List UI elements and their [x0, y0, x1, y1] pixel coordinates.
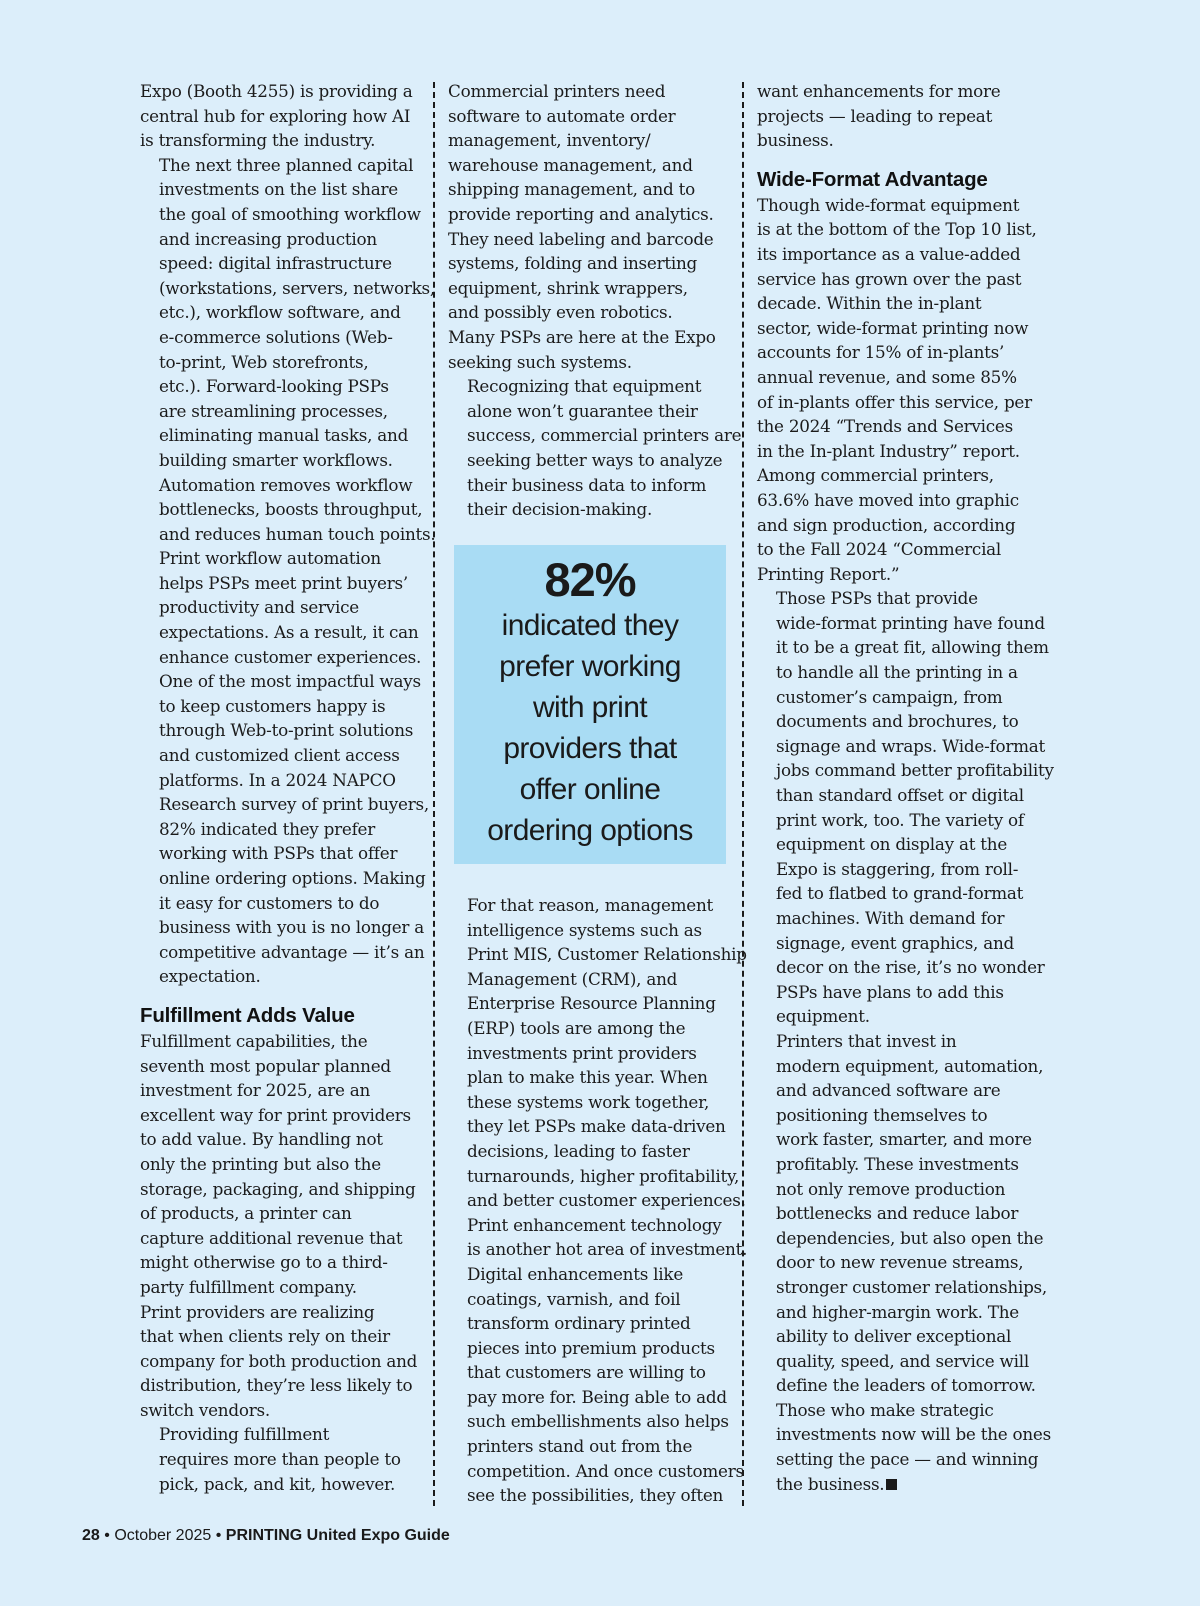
text-line: projects — leading to repeat: [757, 105, 993, 126]
text-line: pay more for. Being able to add: [467, 1386, 727, 1407]
paragraph: [140, 546, 429, 989]
text-line: Recognizing that equipment: [467, 376, 702, 397]
text-line: (ERP) tools are among the: [467, 1017, 686, 1038]
text-line: to keep customers happy is: [159, 695, 386, 716]
text-line: investments print providers: [467, 1042, 697, 1063]
text-line: bottlenecks, boosts throughput,: [159, 499, 423, 520]
text-line: providers that: [503, 732, 677, 765]
text-line: turnarounds, higher profitability,: [467, 1165, 740, 1186]
text-line: quality, speed, and service will: [776, 1350, 1030, 1371]
text-line: documents and brochures, to: [776, 711, 1019, 732]
pull-quote-callout: [454, 545, 726, 864]
text-line: expectations. As a result, it can: [159, 622, 419, 643]
text-line: it easy for customers to do: [159, 892, 380, 913]
text-line: seventh most popular planned: [140, 1055, 391, 1076]
text-line: For that reason, management: [467, 895, 714, 915]
text-line: is transforming the industry.: [140, 130, 376, 151]
paragraph: [757, 586, 1054, 1029]
text-line: pick, pack, and kit, however.: [159, 1473, 396, 1494]
text-line: pieces into premium products: [467, 1337, 715, 1358]
text-line: equipment.: [776, 1006, 870, 1027]
text-line: Printers that invest in: [776, 1030, 957, 1051]
text-line: bottlenecks and reduce labor: [776, 1203, 1019, 1224]
text-line: investment for 2025, are an: [140, 1080, 371, 1101]
text-line: equipment, shrink wrappers,: [448, 277, 688, 298]
paragraph: [140, 79, 426, 153]
text-line: management, inventory/: [448, 130, 651, 151]
text-line: and customized client access: [159, 745, 400, 766]
text-line: and advanced software are: [776, 1080, 1001, 1101]
text-line: distribution, they’re less likely to: [140, 1375, 413, 1396]
text-line: it to be a great fit, allowing them: [776, 637, 1049, 658]
text-line: customer’s campaign, from: [776, 686, 1003, 707]
text-line: speed: digital infrastructure: [159, 253, 392, 274]
text-line: Commercial printers need: [448, 81, 666, 101]
text-line: service has grown over the past: [757, 268, 1022, 289]
paragraph: [448, 893, 747, 1213]
paragraph: [448, 79, 735, 374]
paragraph: [757, 193, 1044, 587]
text-line: requires more than people to: [159, 1449, 401, 1470]
text-line: see the possibilities, they often: [467, 1485, 724, 1506]
text-line: work faster, smarter, and more: [776, 1129, 1032, 1150]
text-line: Digital enhancements like: [467, 1263, 683, 1284]
text-line: offer online: [519, 773, 661, 806]
text-line: not only remove production: [776, 1178, 1006, 1199]
text-line: 82% indicated they prefer: [159, 818, 375, 839]
text-line: and possibly even robotics.: [448, 302, 673, 323]
text-line: They need labeling and barcode: [448, 228, 714, 249]
text-line: plan to make this year. When: [467, 1067, 708, 1088]
text-line: of in-plants offer this service, per: [757, 391, 1032, 412]
text-line: Automation removes workflow: [159, 474, 413, 495]
text-line: fed to flatbed to grand-format: [776, 883, 1024, 904]
text-line: platforms. In a 2024 NAPCO: [159, 769, 396, 790]
text-line: to the Fall 2024 “Commercial: [757, 539, 1002, 560]
text-line: One of the most impactful ways: [159, 671, 421, 692]
text-line: Printing Report.”: [757, 563, 900, 584]
text-line: intelligence systems such as: [467, 919, 702, 940]
text-line: PSPs have plans to add this: [776, 981, 1004, 1002]
article-column-2-lower: [448, 893, 748, 1508]
text-line: investments now will be the ones: [776, 1424, 1051, 1445]
text-line: these systems work together,: [467, 1091, 710, 1112]
text-line: The next three planned capital: [159, 154, 414, 175]
text-line: Among commercial printers,: [757, 465, 994, 486]
text-line: business.: [757, 130, 834, 151]
text-line: stronger customer relationships,: [776, 1276, 1048, 1297]
text-line: machines. With demand for: [776, 908, 1005, 928]
publication-title: PRINTING United Expo Guide: [225, 1527, 450, 1544]
text-line: Expo (Booth 4255) is providing a: [140, 81, 413, 101]
paragraph: [757, 79, 1044, 153]
text-line: the goal of smoothing workflow: [159, 203, 421, 224]
text-line: party fulfillment company.: [140, 1276, 357, 1297]
text-line: e-commerce solutions (Web-: [159, 326, 393, 347]
text-line: competition. And once customers: [467, 1460, 744, 1481]
text-line: success, commercial printers are: [467, 425, 742, 446]
text-line: the business.: [757, 1472, 1044, 1497]
text-line: eliminating manual tasks, and: [159, 425, 409, 446]
section-heading-wide-format: Wide-Format Advantage: [757, 167, 988, 191]
text-line: they let PSPs make data-driven: [467, 1116, 726, 1137]
text-line: decade. Within the in-plant: [757, 293, 982, 314]
text-line: 63.6% have moved into graphic: [757, 489, 1019, 510]
text-line: equipment on display at the: [776, 834, 1008, 855]
text-line: capture additional revenue that: [140, 1227, 403, 1248]
text-line: sector, wide-format printing now: [757, 317, 1029, 338]
text-line: define the leaders of tomorrow.: [776, 1375, 1036, 1396]
text-line: through Web-to-print solutions: [159, 720, 414, 741]
text-line: business with you is no longer a: [159, 917, 425, 938]
paragraph: [757, 1029, 1051, 1496]
text-line: Those who make strategic: [776, 1399, 994, 1420]
text-line: etc.). Forward-looking PSPs: [159, 376, 389, 397]
text-line: and sign production, according: [757, 514, 1016, 535]
text-line: want enhancements for more: [757, 81, 1001, 101]
text-line: productivity and service: [159, 597, 359, 618]
text-line: etc.), workflow software, and: [159, 302, 401, 323]
section-heading-fulfillment: Fulfillment Adds Value: [140, 1003, 355, 1027]
text-line: excellent way for print providers: [140, 1104, 411, 1125]
text-line: printers stand out from the: [467, 1436, 693, 1457]
text-line: transform ordinary printed: [467, 1313, 691, 1334]
text-line: indicated they: [501, 609, 679, 642]
text-line: Providing fulfillment: [159, 1424, 330, 1445]
text-line: to handle all the printing in a: [776, 662, 1018, 683]
article-column-3: [757, 79, 1054, 1496]
text-line: seeking such systems.: [448, 351, 632, 372]
text-line: decor on the rise, it’s no wonder: [776, 957, 1045, 978]
text-line: and higher-margin work. The: [776, 1301, 1019, 1322]
footer-separator: •: [215, 1527, 222, 1544]
text-line: might otherwise go to a third-: [140, 1252, 388, 1273]
text-line: Print MIS, Customer Relationship: [467, 944, 747, 965]
text-line: and increasing production: [159, 228, 377, 249]
text-line: alone won’t guarantee their: [467, 400, 698, 421]
text-line: that customers are willing to: [467, 1362, 706, 1383]
article-column-2: [448, 79, 742, 522]
text-line: their business data to inform: [467, 474, 707, 495]
text-line: and better customer experiences.: [467, 1190, 746, 1211]
text-line: positioning themselves to: [776, 1104, 988, 1125]
text-line: such embellishments also helps: [467, 1411, 729, 1432]
text-line: setting the pace — and winning: [776, 1449, 1039, 1470]
column-divider: [742, 82, 744, 1506]
text-line: their decision-making.: [467, 499, 653, 520]
text-line: ability to deliver exceptional: [776, 1326, 1012, 1347]
text-line: shipping management, and to: [448, 179, 695, 200]
text-line: competitive advantage — it’s an: [159, 941, 425, 962]
text-line: building smarter workflows.: [159, 449, 393, 470]
text-line: software to automate order: [448, 105, 676, 126]
text-line: modern equipment, automation,: [776, 1055, 1044, 1076]
text-line: systems, folding and inserting: [448, 253, 698, 274]
text-line: central hub for exploring how AI: [140, 105, 411, 126]
text-line: to-print, Web storefronts,: [159, 351, 369, 372]
text-line: expectation.: [159, 966, 261, 987]
text-line: in the In-plant Industry” report.: [757, 440, 1020, 461]
text-line: Print enhancement technology: [467, 1214, 722, 1235]
text-line: helps PSPs meet print buyers’: [159, 572, 408, 593]
text-line: warehouse management, and: [448, 154, 693, 175]
text-line: working with PSPs that offer: [159, 843, 398, 864]
paragraph: [140, 1029, 426, 1423]
text-line: Many PSPs are here at the Expo: [448, 326, 716, 347]
text-line: jobs command better profitability: [776, 760, 1054, 781]
text-line: profitably. These investments: [776, 1153, 1019, 1174]
text-line: Print providers are realizing: [140, 1301, 375, 1322]
text-line: prefer working: [499, 650, 681, 683]
paragraph: [448, 374, 742, 522]
text-line: of products, a printer can: [140, 1203, 352, 1224]
text-line: Expo is staggering, from roll-: [776, 858, 1019, 879]
text-line: Research survey of print buyers,: [159, 794, 429, 815]
text-line: switch vendors.: [140, 1399, 270, 1420]
text-line: only the printing but also the: [140, 1153, 381, 1174]
issue-date: October 2025: [114, 1527, 212, 1544]
paragraph: [448, 1213, 748, 1508]
text-line: Fulfillment capabilities, the: [140, 1030, 368, 1051]
text-line: company for both production and: [140, 1350, 418, 1371]
paragraph: [140, 153, 436, 547]
text-line: Those PSPs that provide: [776, 588, 978, 609]
text-line: coatings, varnish, and foil: [467, 1288, 681, 1309]
text-line: Management (CRM), and: [467, 968, 678, 989]
text-line: provide reporting and analytics.: [448, 203, 714, 224]
text-line: than standard offset or digital: [776, 785, 1024, 806]
text-line: wide-format printing have found: [776, 612, 1045, 633]
callout-stat: 82%: [544, 553, 636, 606]
text-line: door to new revenue streams,: [776, 1252, 1024, 1273]
text-line: online ordering options. Making: [159, 868, 426, 888]
column-divider: [433, 82, 435, 1506]
page-number: 28: [82, 1527, 100, 1544]
text-line: accounts for 15% of in-plants’: [757, 342, 1005, 363]
paragraph: [140, 1422, 426, 1496]
text-line: that when clients rely on their: [140, 1326, 390, 1347]
callout-text: [454, 605, 726, 851]
text-line: Print workflow automation: [159, 548, 381, 569]
text-line: signage, event graphics, and: [776, 932, 1015, 953]
text-line: print work, too. The variety of: [776, 809, 1024, 830]
text-line: decisions, leading to faster: [467, 1140, 690, 1161]
text-line: with print: [532, 691, 648, 724]
text-line: annual revenue, and some 85%: [757, 366, 1017, 387]
page-footer: [82, 1527, 450, 1545]
article-column-1: [140, 79, 436, 1496]
text-line: signage and wraps. Wide-format: [776, 735, 1046, 756]
text-line: (workstations, servers, networks,: [159, 277, 435, 298]
text-line: Though wide-format equipment: [757, 194, 1020, 215]
text-line: is another hot area of investment.: [467, 1239, 748, 1260]
text-line: ordering options: [487, 814, 693, 847]
text-line: and reduces human touch points.: [159, 523, 436, 544]
text-line: seeking better ways to analyze: [467, 449, 723, 470]
text-line: is at the bottom of the Top 10 list,: [757, 219, 1037, 240]
text-line: Enterprise Resource Planning: [467, 993, 716, 1014]
text-line: enhance customer experiences.: [159, 646, 422, 667]
end-of-article-mark: [886, 1479, 897, 1490]
text-line: its importance as a value-added: [757, 243, 1021, 264]
text-line: the 2024 “Trends and Services: [757, 416, 1013, 437]
text-line: dependencies, but also open the: [776, 1227, 1044, 1248]
footer-separator: •: [104, 1527, 110, 1544]
text-line: storage, packaging, and shipping: [140, 1178, 416, 1199]
text-line: investments on the list share: [159, 179, 398, 200]
text-line: are streamlining processes,: [159, 400, 388, 421]
text-line: to add value. By handling not: [140, 1129, 383, 1150]
